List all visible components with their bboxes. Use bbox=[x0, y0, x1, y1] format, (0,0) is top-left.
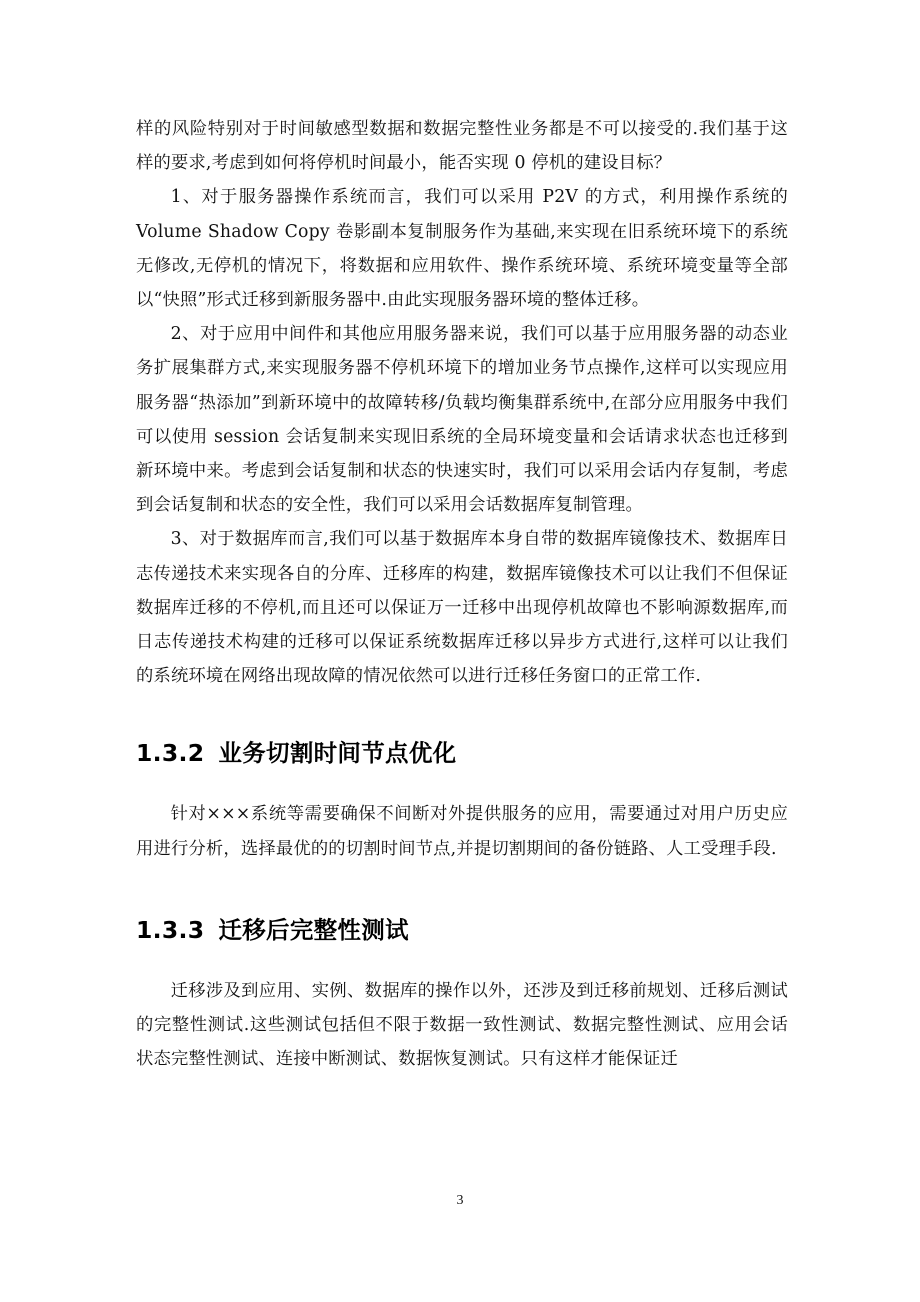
section-heading-1-3-2 bbox=[136, 738, 788, 768]
paragraph-point-1: 1、对于服务器操作系统而言，我们可以采用 P2V 的方式，利用操作系统的 Volume Shadow Copy 卷影副本复制服务作为基础,来实现在旧系统环境下的系统无修改,无停机的情况下，将数据和应用软件、操作系统环境、系统环境变量等全部以“快照”形式迁移到新服务器中.由此实现服务器环境的整体迁移。 bbox=[136, 187, 788, 311]
paragraph-section-1-3-3: 迁移涉及到应用、实例、数据库的操作以外，还涉及到迁移前规划、迁移后测试的完整性测试.这些测试包括但不限于数据一致性测试、数据完整性测试、应用会话状态完整性测试、连接中断测试、数据恢复测试。只有这样才能保证迁 bbox=[136, 980, 788, 1070]
paragraph-point-2: 2、对于应用中间件和其他应用服务器来说，我们可以基于应用服务器的动态业务扩展集群方式,来实现服务器不停机环境下的增加业务节点操作,这样可以实现应用服务器“热添加”到新环境中的故障转移/负载均衡集群系统中,在部分应用服务中我们可以使用 session 会话复制来实现旧系统的全局环境变量和会话请求状态也迁移到新环境中来。考虑到会话复制和状态的快速实时，我们可以采用会话内存复制，考虑到会话复制和状态的安全性，我们可以采用会话数据库复制管理。 bbox=[136, 324, 788, 516]
section-title: 业务切割时间节点优化 bbox=[218, 739, 457, 768]
paragraph-point-3: 3、对于数据库而言,我们可以基于数据库本身自带的数据库镜像技术、数据库日志传递技术来实现各自的分库、迁移库的构建，数据库镜像技术可以让我们不但保证数据库迁移的不停机,而且还可以保证万一迁移中出现停机故障也不影响源数据库,而日志传递技术构建的迁移可以保证系统数据库迁移以异步方式进行,这样可以让我们的系统环境在网络出现故障的情况依然可以进行迁移任务窗口的正常工作. bbox=[136, 529, 788, 687]
paragraph-section-1-3-2: 针对×××系统等需要确保不间断对外提供服务的应用，需要通过对用户历史应用进行分析，选择最优的的切割时间节点,并提切割期间的备份链路、人工受理手段. bbox=[136, 804, 788, 859]
page-number: 3 bbox=[456, 1193, 464, 1208]
page-content bbox=[136, 112, 788, 1076]
section-number: 1.3.2 bbox=[136, 739, 205, 768]
paragraph-risk-continuation: 样的风险特别对于时间敏感型数据和数据完整性业务都是不可以接受的.我们基于这样的要求,考虑到如何将停机时间最小，能否实现 0 停机的建设目标？ bbox=[136, 119, 788, 174]
section-heading-1-3-3 bbox=[136, 915, 788, 945]
section-number: 1.3.3 bbox=[136, 915, 205, 944]
section-title: 迁移后完整性测试 bbox=[218, 915, 409, 944]
